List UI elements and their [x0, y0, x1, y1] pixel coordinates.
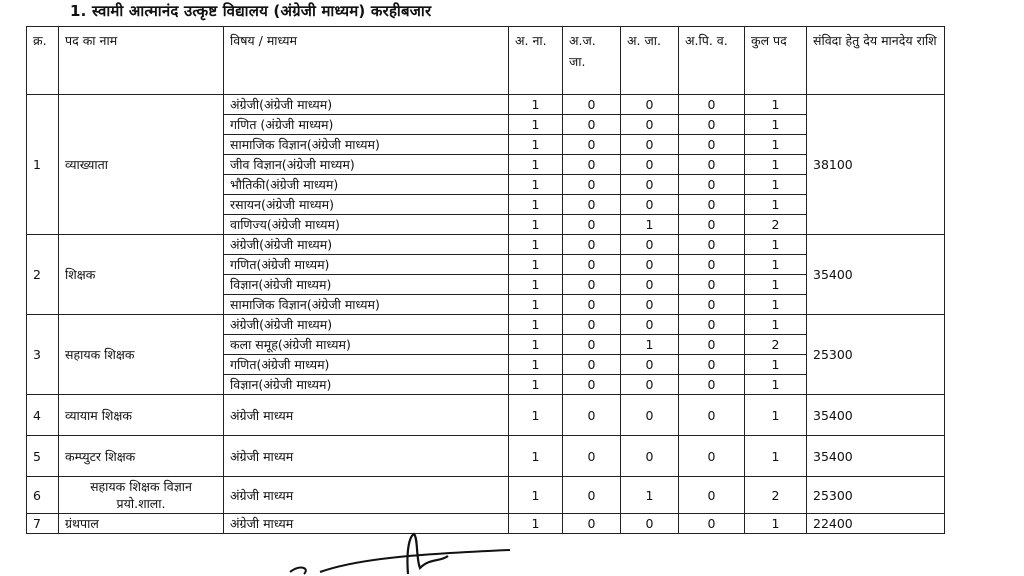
cell-total: 1 [745, 315, 807, 335]
cell-gen: 1 [509, 135, 563, 155]
cell-st: 0 [563, 175, 621, 195]
cell-gen: 1 [509, 275, 563, 295]
cell-st: 0 [563, 295, 621, 315]
table-row [27, 436, 945, 477]
cell-subject: अंग्रेजी माध्यम [224, 436, 509, 477]
cell-gen: 1 [509, 295, 563, 315]
cell-subject: विज्ञान(अंग्रेजी माध्यम) [224, 275, 509, 295]
cell-total: 1 [745, 375, 807, 395]
cell-gen: 1 [509, 375, 563, 395]
cell-total: 1 [745, 235, 807, 255]
cell-obc: 0 [679, 195, 745, 215]
table-row [27, 477, 945, 514]
cell-subject: विज्ञान(अंग्रेजी माध्यम) [224, 375, 509, 395]
cell-total: 1 [745, 175, 807, 195]
cell-total: 1 [745, 355, 807, 375]
table-row [27, 315, 945, 335]
table-row [27, 395, 945, 436]
cell-sc: 0 [621, 355, 679, 375]
cell-sc: 0 [621, 255, 679, 275]
cell-gen: 1 [509, 175, 563, 195]
cell-subject: गणित (अंग्रेजी माध्यम) [224, 115, 509, 135]
cell-st: 0 [563, 436, 621, 477]
cell-post: व्यायाम शिक्षक [59, 395, 224, 436]
table-row [27, 95, 945, 115]
cell-obc: 0 [679, 436, 745, 477]
cell-st: 0 [563, 255, 621, 275]
cell-st: 0 [563, 315, 621, 335]
cell-gen: 1 [509, 514, 563, 534]
cell-st: 0 [563, 235, 621, 255]
cell-st: 0 [563, 375, 621, 395]
cell-sc: 0 [621, 115, 679, 135]
cell-total: 1 [745, 95, 807, 115]
cell-sc: 0 [621, 395, 679, 436]
cell-gen: 1 [509, 115, 563, 135]
header-sno: क्र. [27, 27, 59, 95]
cell-post: शिक्षक [59, 235, 224, 315]
cell-gen: 1 [509, 355, 563, 375]
cell-subject: भौतिकी(अंग्रेजी माध्यम) [224, 175, 509, 195]
cell-post: सहायक शिक्षक [59, 315, 224, 395]
cell-salary: 35400 [807, 436, 945, 477]
cell-st: 0 [563, 275, 621, 295]
cell-salary: 35400 [807, 395, 945, 436]
cell-salary: 25300 [807, 477, 945, 514]
cell-gen: 1 [509, 95, 563, 115]
cell-obc: 0 [679, 255, 745, 275]
cell-sc: 1 [621, 215, 679, 235]
cell-sno: 4 [27, 395, 59, 436]
cell-total: 2 [745, 335, 807, 355]
cell-st: 0 [563, 215, 621, 235]
cell-total: 1 [745, 436, 807, 477]
cell-gen: 1 [509, 235, 563, 255]
table-row [27, 235, 945, 255]
cell-st: 0 [563, 514, 621, 534]
cell-st: 0 [563, 335, 621, 355]
cell-obc: 0 [679, 295, 745, 315]
cell-total: 1 [745, 514, 807, 534]
cell-sc: 0 [621, 375, 679, 395]
cell-gen: 1 [509, 195, 563, 215]
cell-total: 1 [745, 275, 807, 295]
cell-st: 0 [563, 115, 621, 135]
cell-sc: 0 [621, 315, 679, 335]
cell-post: सहायक शिक्षक विज्ञान प्रयो.शाला. [59, 477, 224, 514]
cell-gen: 1 [509, 315, 563, 335]
cell-gen: 1 [509, 215, 563, 235]
cell-gen: 1 [509, 155, 563, 175]
cell-subject: सामाजिक विज्ञान(अंग्रेजी माध्यम) [224, 135, 509, 155]
cell-total: 1 [745, 195, 807, 215]
cell-total: 1 [745, 255, 807, 275]
cell-subject: रसायन(अंग्रेजी माध्यम) [224, 195, 509, 215]
cell-sno: 3 [27, 315, 59, 395]
header-post: पद का नाम [59, 27, 224, 95]
cell-obc: 0 [679, 375, 745, 395]
cell-subject: अंग्रेजी माध्यम [224, 477, 509, 514]
cell-subject: सामाजिक विज्ञान(अंग्रेजी माध्यम) [224, 295, 509, 315]
cell-obc: 0 [679, 477, 745, 514]
header-gen: अ. ना. [509, 27, 563, 95]
cell-total: 2 [745, 215, 807, 235]
cell-gen: 1 [509, 255, 563, 275]
cell-total: 2 [745, 477, 807, 514]
cell-total: 1 [745, 115, 807, 135]
document-title: 1. स्वामी आत्मानंद उत्कृष्ट विद्यालय (अंग्रेजी माध्यम) करहीबजार [70, 2, 432, 20]
cell-st: 0 [563, 477, 621, 514]
cell-gen: 1 [509, 477, 563, 514]
cell-total: 1 [745, 135, 807, 155]
cell-sc: 0 [621, 175, 679, 195]
cell-sno: 1 [27, 95, 59, 235]
cell-st: 0 [563, 395, 621, 436]
cell-total: 1 [745, 155, 807, 175]
signature-mark [280, 528, 540, 576]
cell-total: 1 [745, 395, 807, 436]
cell-subject: गणित(अंग्रेजी माध्यम) [224, 255, 509, 275]
cell-gen: 1 [509, 436, 563, 477]
cell-st: 0 [563, 135, 621, 155]
cell-sc: 0 [621, 135, 679, 155]
cell-post: ग्रंथपाल [59, 514, 224, 534]
cell-obc: 0 [679, 315, 745, 335]
cell-subject: अंग्रेजी माध्यम [224, 514, 509, 534]
cell-obc: 0 [679, 115, 745, 135]
cell-st: 0 [563, 155, 621, 175]
cell-salary: 22400 [807, 514, 945, 534]
cell-subject: गणित(अंग्रेजी माध्यम) [224, 355, 509, 375]
cell-salary: 25300 [807, 315, 945, 395]
cell-obc: 0 [679, 215, 745, 235]
cell-sc: 0 [621, 195, 679, 215]
cell-subject: अंग्रेजी(अंग्रेजी माध्यम) [224, 235, 509, 255]
cell-total: 1 [745, 295, 807, 315]
header-sc: अ. जा. [621, 27, 679, 95]
cell-gen: 1 [509, 395, 563, 436]
cell-obc: 0 [679, 355, 745, 375]
header-row [27, 27, 945, 95]
cell-gen: 1 [509, 335, 563, 355]
cell-sc: 0 [621, 95, 679, 115]
cell-subject: कला समूह(अंग्रेजी माध्यम) [224, 335, 509, 355]
cell-sc: 0 [621, 514, 679, 534]
cell-post: कम्प्युटर शिक्षक [59, 436, 224, 477]
cell-sno: 2 [27, 235, 59, 315]
cell-st: 0 [563, 355, 621, 375]
cell-st: 0 [563, 95, 621, 115]
header-subject: विषय / माध्यम [224, 27, 509, 95]
header-st: अ.ज. जा. [563, 27, 621, 95]
cell-obc: 0 [679, 514, 745, 534]
cell-obc: 0 [679, 335, 745, 355]
cell-subject: जीव विज्ञान(अंग्रेजी माध्यम) [224, 155, 509, 175]
cell-subject: अंग्रेजी(अंग्रेजी माध्यम) [224, 95, 509, 115]
cell-sc: 0 [621, 295, 679, 315]
cell-obc: 0 [679, 95, 745, 115]
cell-sc: 0 [621, 155, 679, 175]
cell-sno: 6 [27, 477, 59, 514]
cell-obc: 0 [679, 395, 745, 436]
cell-obc: 0 [679, 275, 745, 295]
header-obc: अ.पि. व. [679, 27, 745, 95]
posts-table [26, 26, 945, 534]
cell-sc: 0 [621, 275, 679, 295]
cell-sc: 1 [621, 477, 679, 514]
cell-st: 0 [563, 195, 621, 215]
cell-obc: 0 [679, 155, 745, 175]
cell-subject: अंग्रेजी(अंग्रेजी माध्यम) [224, 315, 509, 335]
cell-post: व्याख्याता [59, 95, 224, 235]
cell-subject: वाणिज्य(अंग्रेजी माध्यम) [224, 215, 509, 235]
cell-sno: 5 [27, 436, 59, 477]
header-total: कुल पद [745, 27, 807, 95]
cell-obc: 0 [679, 235, 745, 255]
cell-obc: 0 [679, 175, 745, 195]
cell-salary: 38100 [807, 95, 945, 235]
header-salary: संविदा हेतु देय मानदेय राशि [807, 27, 945, 95]
cell-sno: 7 [27, 514, 59, 534]
cell-sc: 0 [621, 436, 679, 477]
cell-subject: अंग्रेजी माध्यम [224, 395, 509, 436]
cell-obc: 0 [679, 135, 745, 155]
cell-sc: 1 [621, 335, 679, 355]
cell-salary: 35400 [807, 235, 945, 315]
cell-sc: 0 [621, 235, 679, 255]
